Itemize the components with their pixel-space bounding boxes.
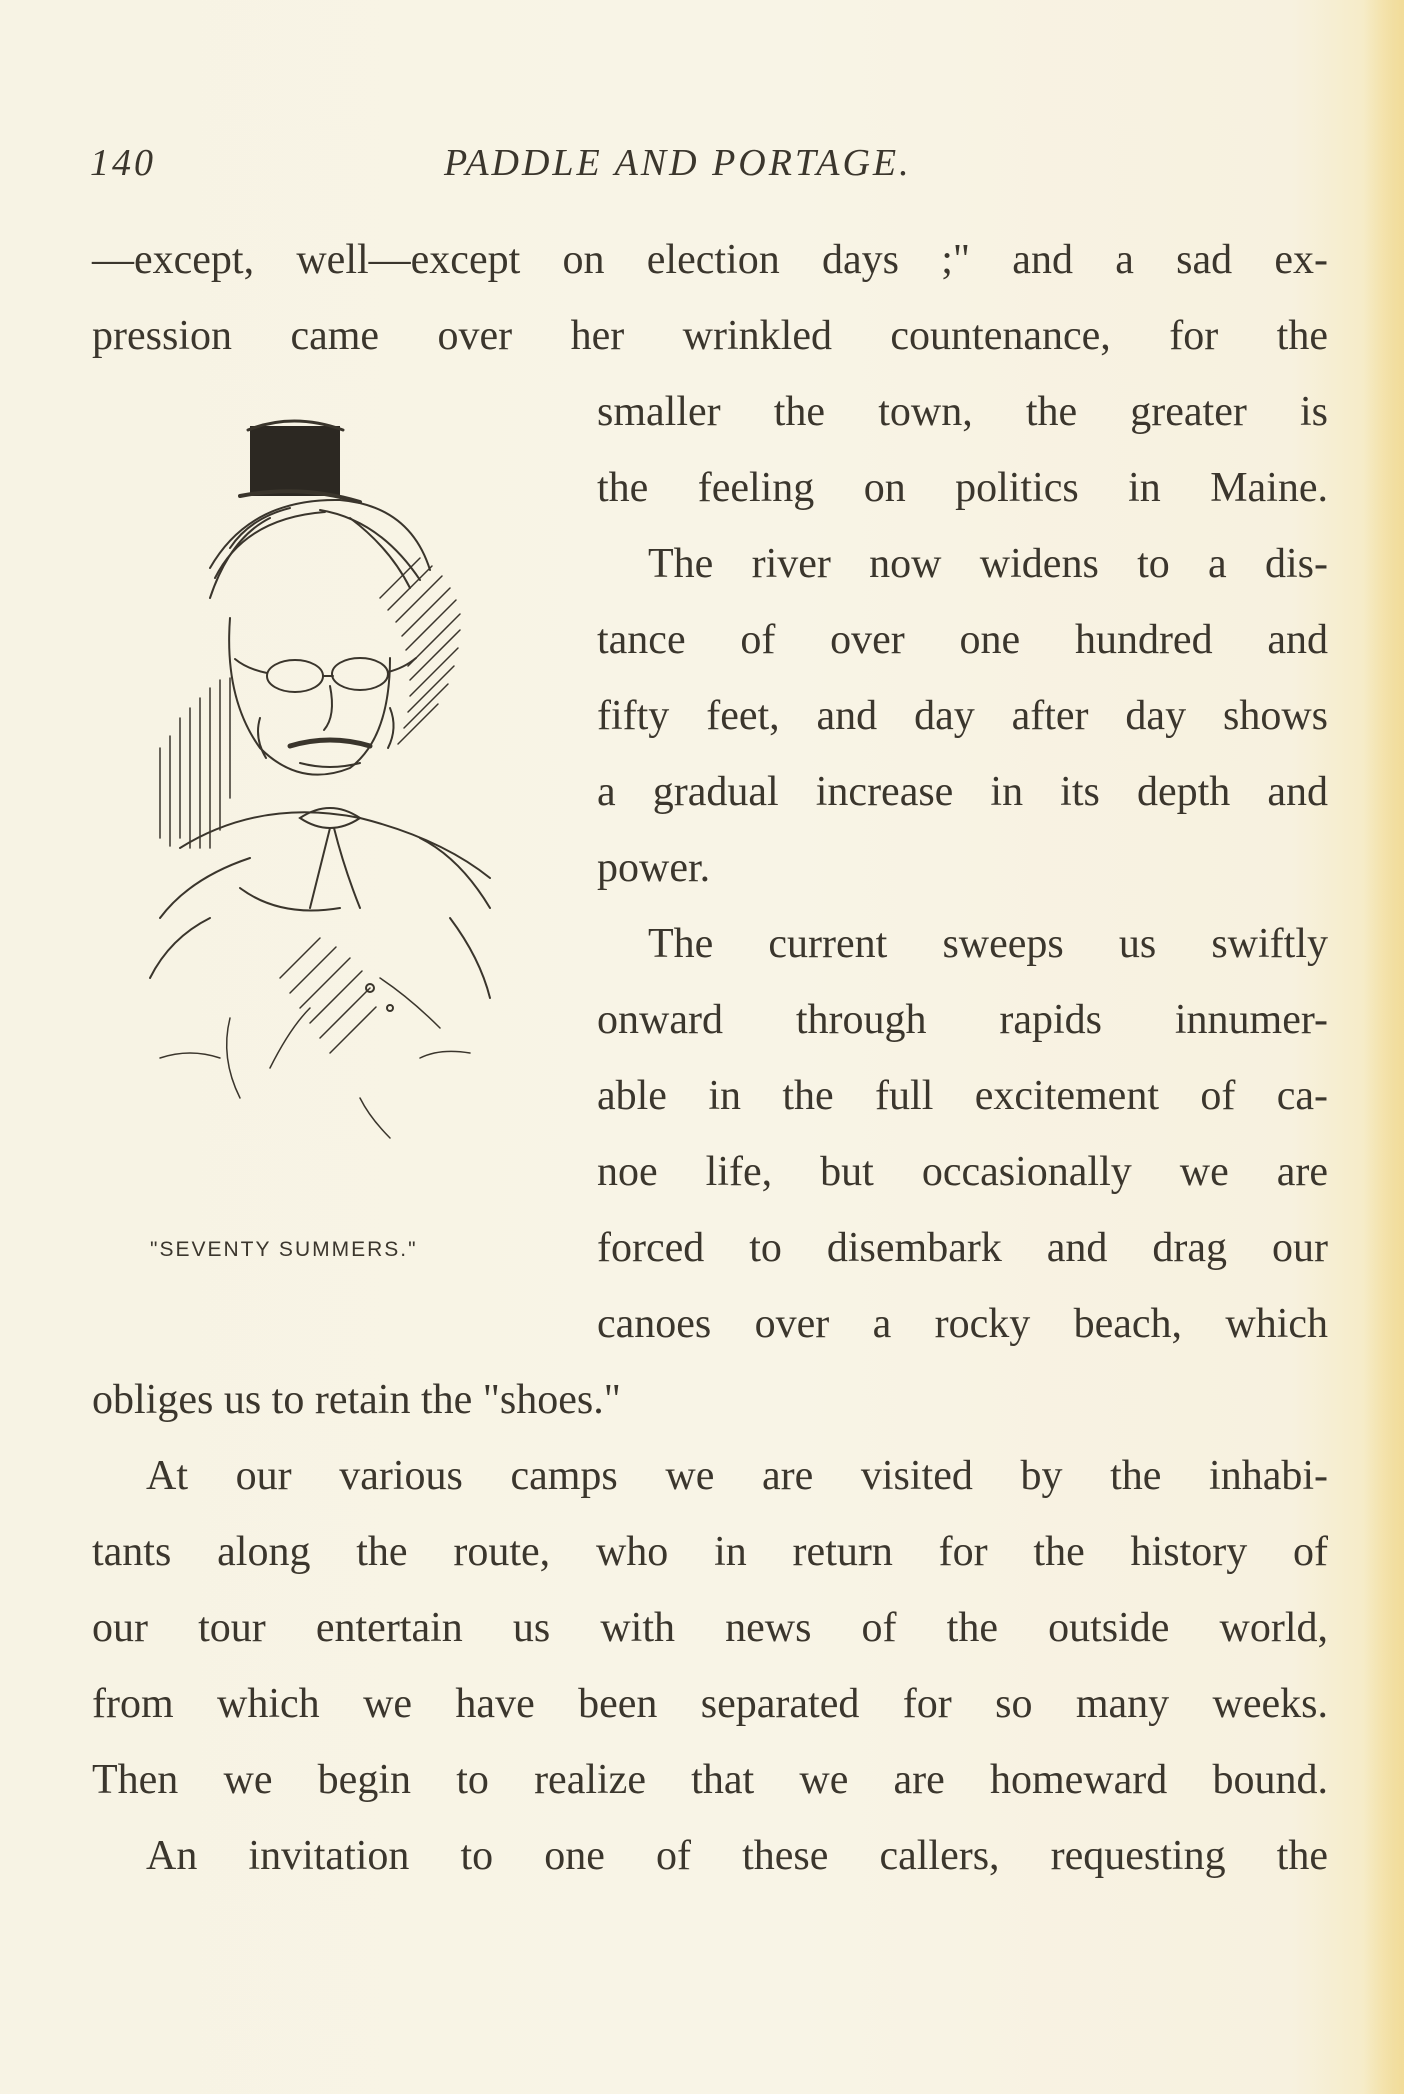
page-number: 140 bbox=[90, 142, 156, 184]
text-line: from which we have been separated for so many weeks. bbox=[92, 1681, 1328, 1727]
text-line: smaller the town, the greater is bbox=[597, 389, 1328, 435]
text-line: tants along the route, who in return for the history of bbox=[92, 1529, 1328, 1575]
running-head: PADDLE AND PORTAGE. bbox=[444, 142, 912, 184]
text-line: onward through rapids innumer- bbox=[597, 997, 1328, 1043]
text-line: —except, well—except on election days ;" and a sad ex- bbox=[92, 237, 1328, 283]
text-line: Then we begin to realize that we are homeward bound. bbox=[92, 1757, 1328, 1803]
text-line: noe life, but occasionally we are bbox=[597, 1149, 1328, 1195]
text-line: The river now widens to a dis- bbox=[648, 541, 1328, 587]
page-edge-stain bbox=[1364, 0, 1404, 2094]
text-line: the feeling on politics in Maine. bbox=[597, 465, 1328, 511]
text-line: tance of over one hundred and bbox=[597, 617, 1328, 663]
text-line: our tour entertain us with news of the outside world, bbox=[92, 1605, 1328, 1651]
text-line: canoes over a rocky beach, which bbox=[597, 1301, 1328, 1347]
text-line: fifty feet, and day after day shows bbox=[597, 693, 1328, 739]
text-line: At our various camps we are visited by the inhabi- bbox=[146, 1453, 1328, 1499]
text-line: The current sweeps us swiftly bbox=[648, 921, 1328, 967]
illustration-caption: "SEVENTY SUMMERS." bbox=[150, 1238, 418, 1261]
text-line: pression came over her wrinkled countenance, for the bbox=[92, 313, 1328, 359]
text-line: forced to disembark and drag our bbox=[597, 1225, 1328, 1271]
text-line: obliges us to retain the "shoes." bbox=[92, 1377, 621, 1423]
text-line: able in the full excitement of ca- bbox=[597, 1073, 1328, 1119]
text-line: power. bbox=[597, 845, 711, 891]
text-line: a gradual increase in its depth and bbox=[597, 769, 1328, 815]
old-woman-sketch-illustration bbox=[120, 418, 540, 1158]
text-line: An invitation to one of these callers, requesting the bbox=[146, 1833, 1328, 1879]
